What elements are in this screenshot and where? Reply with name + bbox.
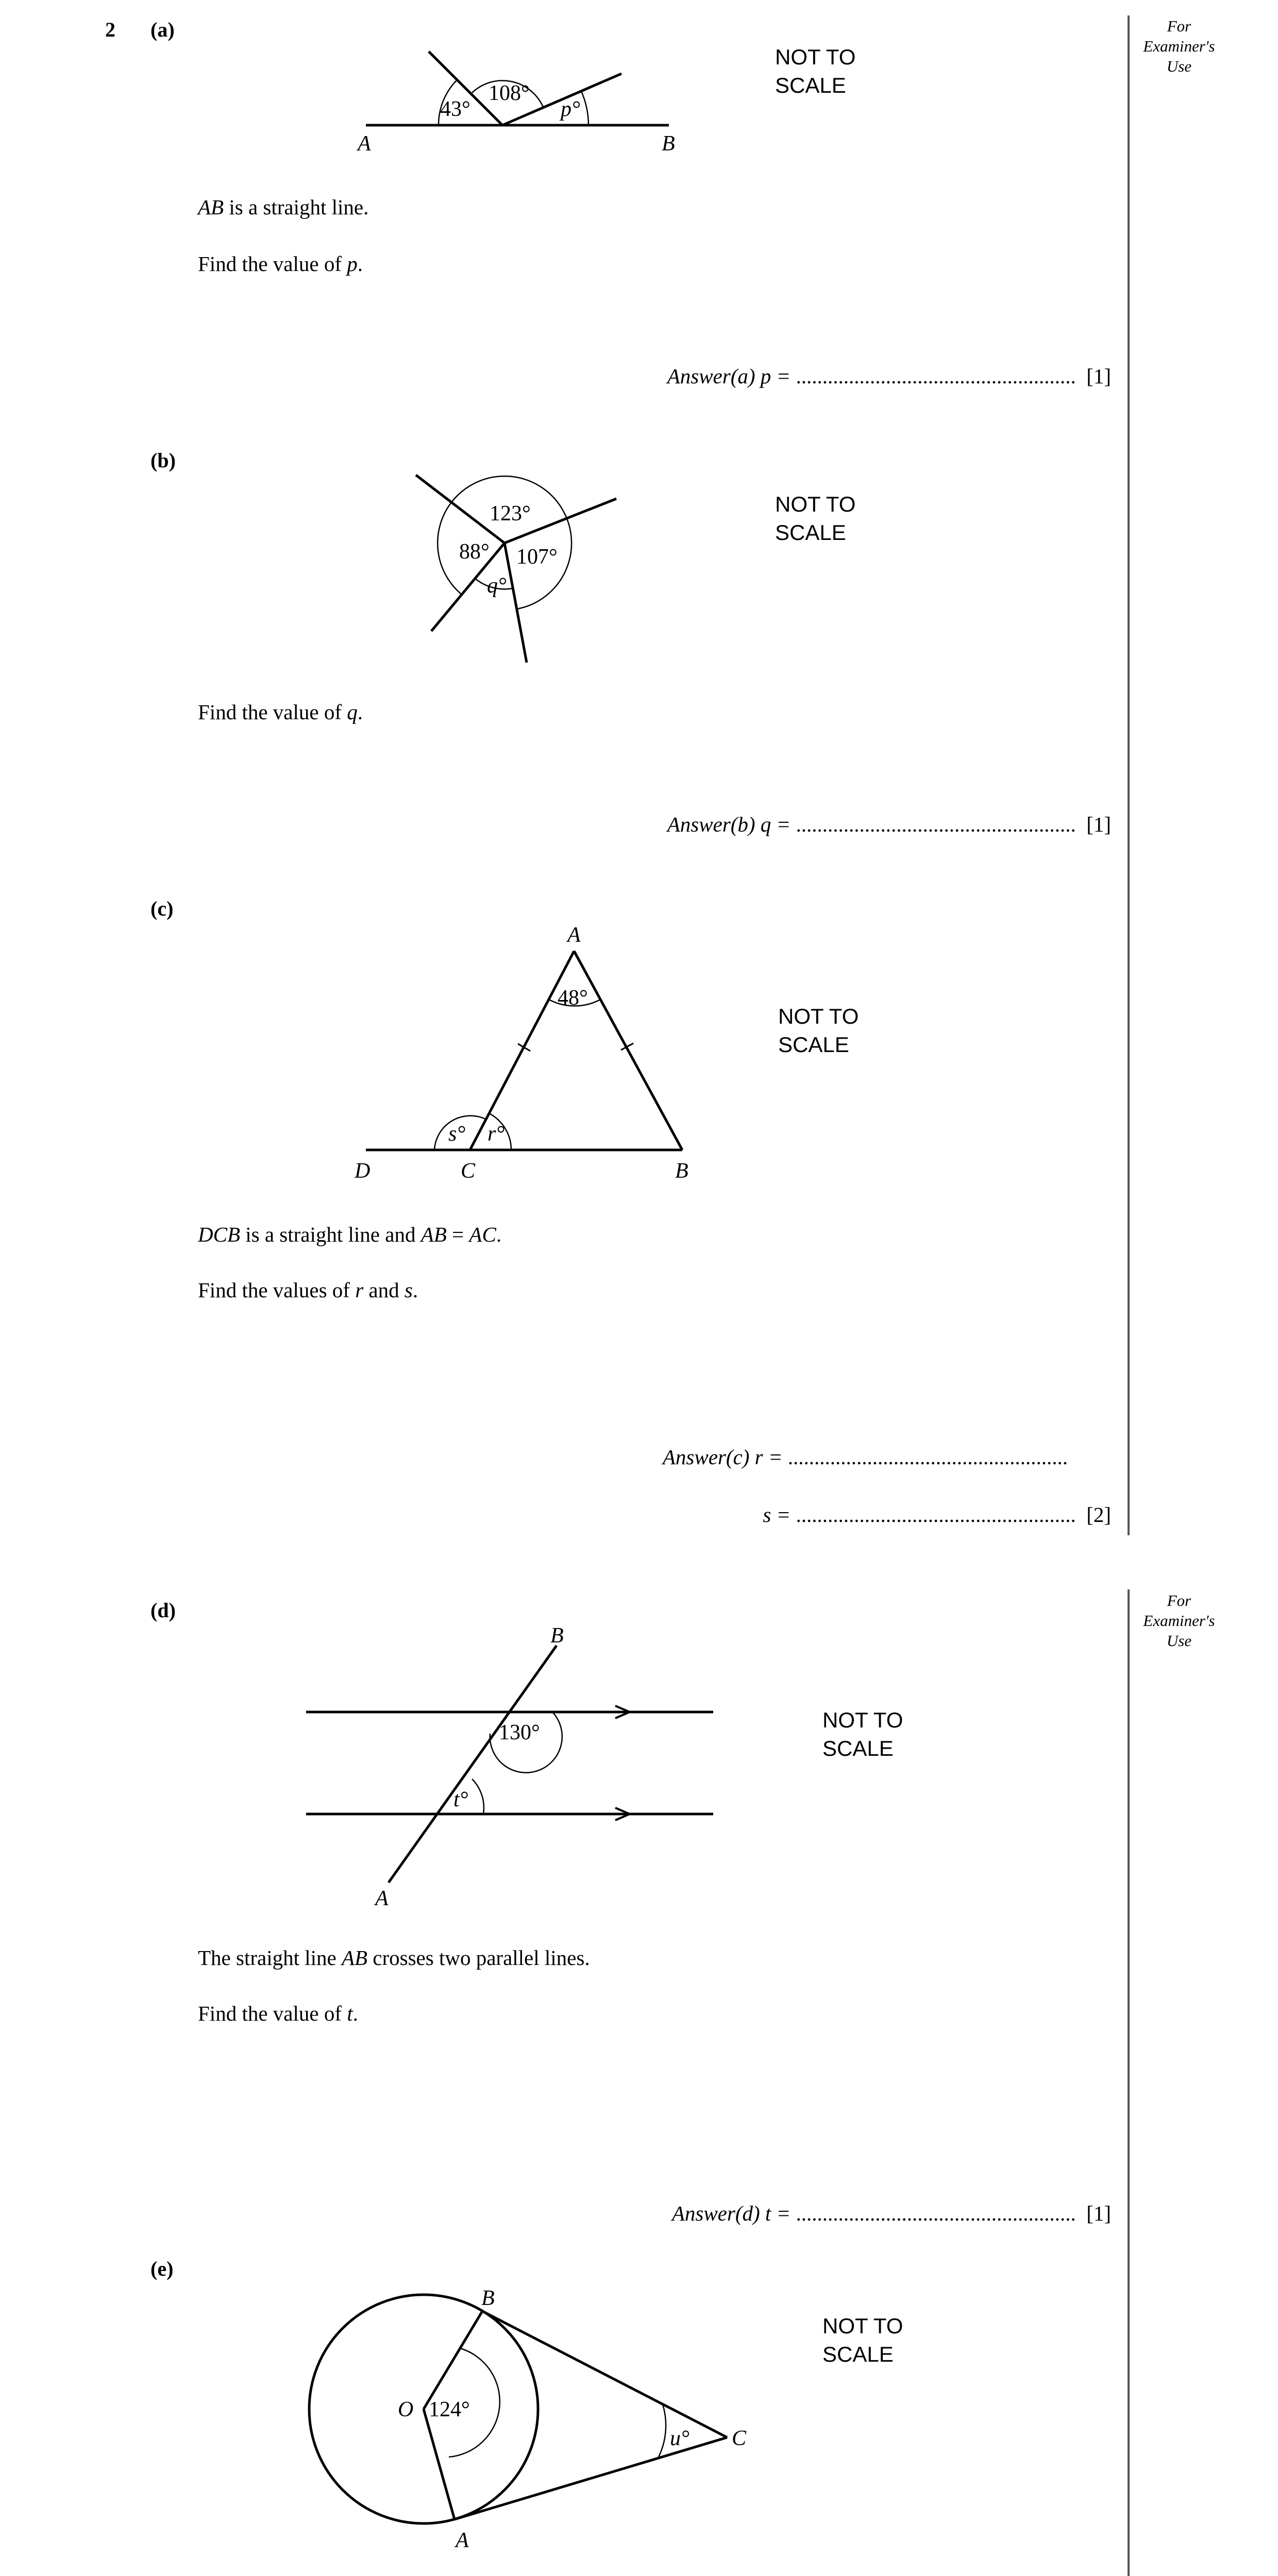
part-c-instruction: Find the values of r and s.: [198, 1278, 418, 1302]
part-a-label: (a): [150, 18, 175, 41]
part-c-angle-r: r°: [487, 1122, 505, 1146]
part-d-angle-t: t°: [453, 1788, 468, 1811]
part-c-point-D: D: [355, 1159, 371, 1183]
part-b-marks: [1]: [1086, 812, 1111, 836]
part-b-answer-line[interactable]: Answer(b) q = ..................................................... [1]: [667, 812, 1111, 836]
part-c-point-A: A: [567, 923, 581, 947]
part-a-point-A: A: [358, 132, 371, 156]
part-a-angle-108: 108°: [489, 81, 530, 105]
part-a-point-B: B: [662, 132, 675, 156]
part-b-angle-123: 123°: [490, 502, 531, 526]
part-c-point-B: B: [675, 1159, 688, 1183]
part-b-angle-107: 107°: [516, 545, 558, 569]
part-d-marks: [1]: [1086, 2201, 1111, 2225]
part-c-angle-s: s°: [448, 1122, 466, 1146]
part-c-marks: [2]: [1086, 1503, 1111, 1527]
part-e-point-C: C: [732, 2427, 747, 2450]
part-e-point-B: B: [481, 2286, 495, 2310]
part-d-answer-line[interactable]: Answer(d) t = ..................................................... [1]: [671, 2201, 1111, 2225]
part-a-angle-43: 43°: [440, 97, 470, 121]
question-number: 2: [105, 18, 115, 41]
examiner-margin-line-bottom: [1128, 1589, 1130, 2576]
part-c-point-C: C: [461, 1159, 476, 1183]
part-a-angle-p: p°: [561, 97, 580, 121]
part-e-label: (e): [150, 2257, 174, 2280]
part-c-answer-r-line[interactable]: Answer(c) r = .....................................................: [662, 1445, 1068, 1469]
part-c-answer-s-line[interactable]: s = ..................................................... [2]: [763, 1503, 1111, 1527]
examiner-margin-label-top: For Examiner's Use: [1143, 17, 1215, 75]
part-d-point-A: A: [375, 1887, 389, 1910]
part-c-statement: DCB is a straight line and AB = AC.: [198, 1223, 502, 1246]
part-e-not-to-scale: NOT TO SCALE: [822, 2314, 903, 2366]
part-e-point-O: O: [398, 2398, 414, 2421]
part-e-angle-u: u°: [670, 2427, 690, 2450]
part-a-marks: [1]: [1086, 364, 1111, 388]
part-c-not-to-scale: NOT TO SCALE: [778, 1004, 859, 1057]
part-b-not-to-scale: NOT TO SCALE: [775, 492, 856, 545]
part-b-angle-q: q°: [487, 574, 507, 598]
part-d-angle-130: 130°: [499, 1721, 540, 1744]
part-e-point-A: A: [456, 2529, 469, 2552]
part-c-label: (c): [150, 897, 174, 920]
part-a-statement: AB is a straight line.: [198, 195, 369, 219]
examiner-margin-label-bottom: For Examiner's Use: [1143, 1591, 1215, 1650]
part-b-angle-88: 88°: [459, 540, 490, 564]
part-a-answer-line[interactable]: Answer(a) p = ..................................................... [1]: [667, 364, 1111, 388]
part-b-label: (b): [150, 449, 176, 472]
part-d-point-B: B: [550, 1624, 564, 1648]
part-d-label: (d): [150, 1599, 176, 1622]
part-d-instruction: Find the value of t.: [198, 2002, 358, 2025]
part-d-not-to-scale: NOT TO SCALE: [822, 1708, 903, 1760]
part-d-statement: The straight line AB crosses two parallel lines.: [198, 1946, 590, 1970]
part-a-instruction: Find the value of p.: [198, 252, 363, 276]
part-b-instruction: Find the value of q.: [198, 700, 363, 724]
part-e-angle-124: 124°: [429, 2398, 470, 2421]
part-a-not-to-scale: NOT TO SCALE: [775, 45, 856, 97]
part-c-angle-48: 48°: [558, 986, 588, 1010]
examiner-margin-line-top: [1128, 15, 1130, 1535]
